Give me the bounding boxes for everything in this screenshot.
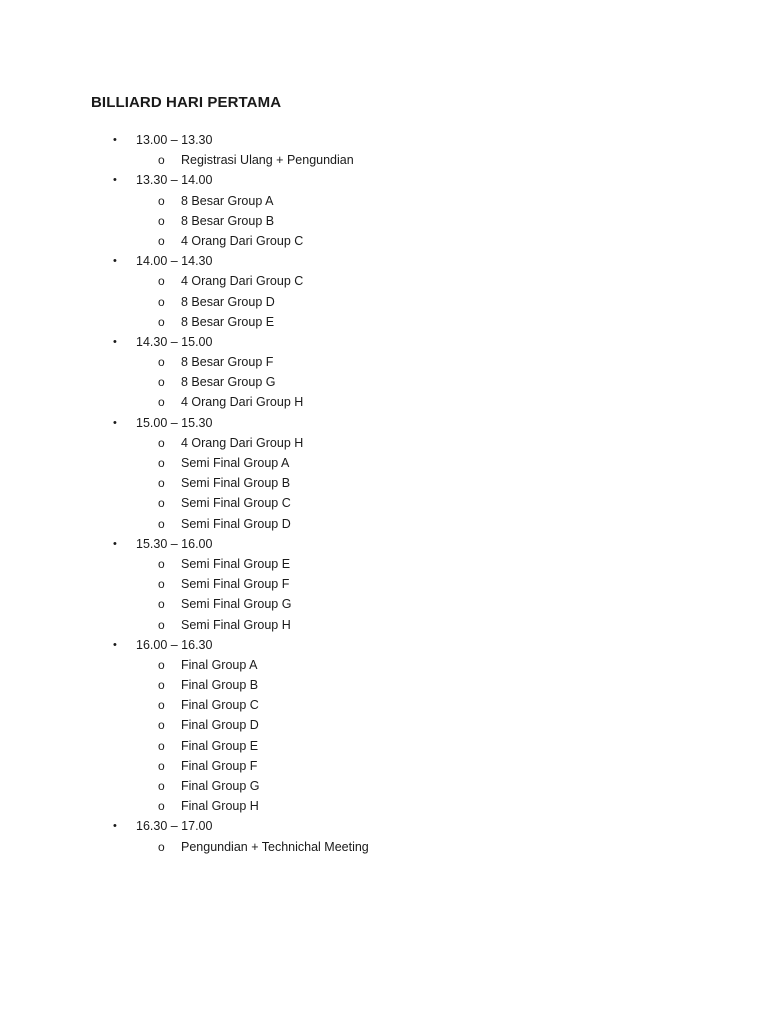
circle-bullet-icon: o: [158, 516, 165, 531]
circle-bullet-icon: o: [158, 355, 165, 370]
circle-bullet-icon: o: [158, 758, 165, 773]
circle-bullet-icon: o: [158, 617, 165, 632]
activity-item: [0, 211, 768, 231]
activity-item: [0, 615, 768, 635]
activity-label: Semi Final Group D: [181, 516, 291, 531]
time-range: 16.30 – 17.00: [136, 819, 213, 834]
bullet-icon: •: [113, 174, 117, 187]
schedule-slot: [0, 635, 768, 817]
bullet-icon: •: [113, 638, 117, 651]
activity-item: [0, 756, 768, 776]
activity-list: [0, 655, 768, 817]
schedule-slot: [0, 170, 768, 251]
circle-bullet-icon: o: [158, 314, 165, 329]
bullet-icon: •: [113, 820, 117, 833]
circle-bullet-icon: o: [158, 678, 165, 693]
activity-list: [0, 150, 768, 170]
activity-item: [0, 554, 768, 574]
activity-item: [0, 150, 768, 170]
activity-label: 8 Besar Group A: [181, 193, 274, 208]
activity-item: [0, 292, 768, 312]
circle-bullet-icon: o: [158, 213, 165, 228]
activity-label: Final Group A: [181, 657, 258, 672]
activity-label: Semi Final Group B: [181, 476, 291, 491]
time-range: 14.00 – 14.30: [136, 254, 213, 269]
circle-bullet-icon: o: [158, 456, 165, 470]
activity-item: [0, 715, 768, 735]
activity-label: Final Group E: [181, 738, 259, 753]
activity-item: [0, 655, 768, 675]
activity-item: [0, 191, 768, 211]
activity-item: [0, 514, 768, 534]
activity-item: [0, 271, 768, 291]
activity-item: [0, 453, 768, 473]
activity-label: 4 Orang Dari Group H: [181, 435, 304, 450]
activity-list: [0, 433, 768, 534]
activity-label: Final Group G: [181, 779, 260, 793]
activity-label: 4 Orang Dari Group C: [181, 274, 304, 289]
circle-bullet-icon: o: [158, 153, 165, 168]
circle-bullet-icon: o: [158, 718, 165, 733]
activity-label: Semi Final Group G: [181, 597, 292, 612]
activity-label: 8 Besar Group F: [181, 355, 274, 370]
activity-label: Pengundian + Technichal Meeting: [181, 839, 369, 854]
circle-bullet-icon: o: [158, 839, 165, 854]
bullet-icon: •: [113, 134, 117, 146]
time-slot-row: [0, 413, 768, 433]
circle-bullet-icon: o: [158, 657, 165, 672]
activity-label: Semi Final Group E: [181, 556, 291, 571]
activity-label: Semi Final Group C: [181, 496, 291, 511]
activity-label: 4 Orang Dari Group C: [181, 233, 304, 248]
circle-bullet-icon: o: [158, 435, 165, 450]
activity-list: [0, 352, 768, 413]
activity-label: Semi Final Group F: [181, 577, 290, 592]
activity-item: [0, 352, 768, 372]
activity-item: [0, 695, 768, 715]
circle-bullet-icon: o: [158, 779, 165, 793]
schedule-slot: [0, 413, 768, 534]
time-range: 13.30 – 14.00: [136, 173, 213, 188]
activity-list: [0, 271, 768, 332]
circle-bullet-icon: o: [158, 577, 165, 592]
schedule-slot: [0, 251, 768, 332]
activity-list: [0, 554, 768, 635]
circle-bullet-icon: o: [158, 294, 165, 309]
bullet-icon: •: [113, 537, 117, 550]
activity-item: [0, 675, 768, 695]
activity-label: Final Group D: [181, 718, 259, 733]
circle-bullet-icon: o: [158, 375, 165, 390]
time-slot-row: [0, 130, 768, 150]
activity-label: 8 Besar Group G: [181, 375, 276, 390]
time-slot-row: [0, 534, 768, 554]
activity-label: Semi Final Group H: [181, 617, 291, 632]
circle-bullet-icon: o: [158, 193, 165, 208]
activity-item: [0, 231, 768, 251]
circle-bullet-icon: o: [158, 395, 165, 410]
activity-label: 8 Besar Group B: [181, 213, 275, 228]
document-title: BILLIARD HARI PERTAMA: [91, 94, 282, 111]
bullet-icon: •: [113, 416, 117, 429]
circle-bullet-icon: o: [158, 476, 165, 491]
bullet-icon: •: [113, 255, 117, 268]
schedule-slot: [0, 130, 768, 170]
time-slot-row: [0, 251, 768, 271]
activity-list: [0, 191, 768, 252]
activity-item: [0, 574, 768, 594]
time-range: 13.00 – 13.30: [136, 133, 213, 147]
circle-bullet-icon: o: [158, 597, 165, 612]
activity-label: Final Group H: [181, 799, 259, 814]
activity-label: 4 Orang Dari Group H: [181, 395, 304, 410]
activity-list: [0, 837, 768, 857]
circle-bullet-icon: o: [158, 274, 165, 289]
time-slot-row: [0, 332, 768, 352]
activity-item: [0, 736, 768, 756]
schedule-list: [0, 130, 768, 857]
activity-item: [0, 837, 768, 857]
activity-label: Semi Final Group A: [181, 456, 290, 470]
activity-label: 8 Besar Group D: [181, 294, 275, 309]
time-range: 16.00 – 16.30: [136, 637, 213, 652]
time-slot-row: [0, 816, 768, 836]
activity-item: [0, 594, 768, 614]
activity-label: 8 Besar Group E: [181, 314, 275, 329]
activity-item: [0, 372, 768, 392]
activity-item: [0, 392, 768, 412]
bullet-icon: •: [113, 335, 117, 348]
circle-bullet-icon: o: [158, 738, 165, 753]
activity-label: Final Group B: [181, 678, 259, 693]
activity-item: [0, 433, 768, 453]
time-range: 15.00 – 15.30: [136, 415, 213, 430]
time-slot-row: [0, 170, 768, 190]
activity-item: [0, 473, 768, 493]
circle-bullet-icon: o: [158, 496, 165, 511]
activity-item: [0, 493, 768, 513]
circle-bullet-icon: o: [158, 233, 165, 248]
schedule-slot: [0, 534, 768, 635]
circle-bullet-icon: o: [158, 799, 165, 814]
circle-bullet-icon: o: [158, 698, 165, 713]
activity-label: Final Group C: [181, 698, 259, 713]
time-range: 15.30 – 16.00: [136, 536, 213, 551]
circle-bullet-icon: o: [158, 556, 165, 571]
schedule-slot: [0, 332, 768, 413]
activity-item: [0, 796, 768, 816]
activity-item: [0, 312, 768, 332]
activity-label: Final Group F: [181, 758, 258, 773]
activity-label: Registrasi Ulang + Pengundian: [181, 153, 354, 168]
time-range: 14.30 – 15.00: [136, 334, 213, 349]
activity-item: [0, 776, 768, 796]
schedule-slot: [0, 816, 768, 856]
time-slot-row: [0, 635, 768, 655]
